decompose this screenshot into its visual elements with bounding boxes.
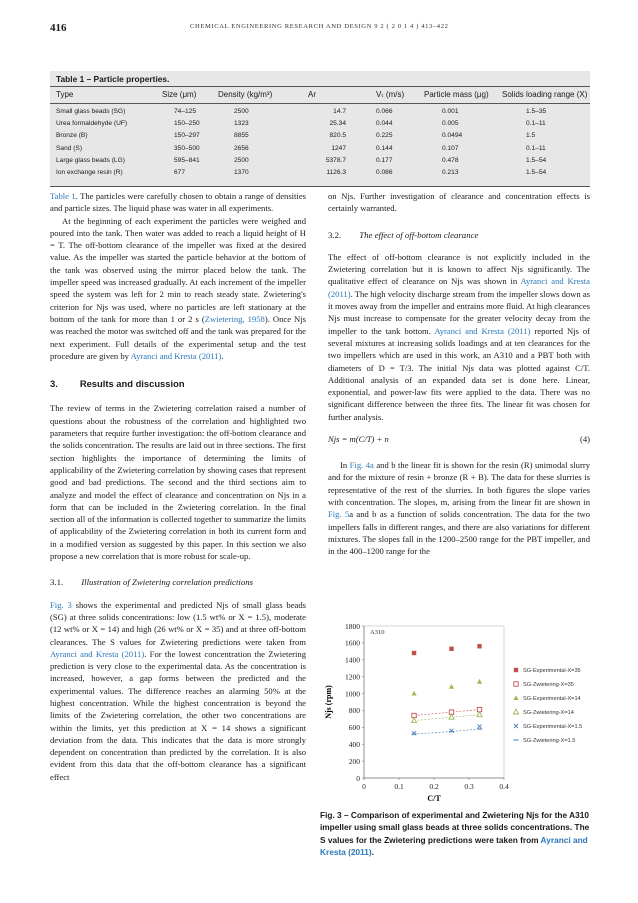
paragraph-text: a and b as a function of solids concentration. The data for the two impellers falls in different ranges, and there are also variations for different mixtures. The slopes fall in the 1200–2500 range for the PBT impeller, and in the 400–1200 range for the [328, 509, 590, 557]
legend-label: SG-Experimental-X=35 [523, 668, 581, 675]
running-title: CHEMICAL ENGINEERING RESEARCH AND DESIGN 9 2 ( 2 0 1 4 ) 413–422 [190, 23, 449, 30]
citation-link[interactable]: Ayranci and Kresta (2011) [320, 834, 588, 857]
subsection-title: The effect of off-bottom clearance [359, 229, 479, 240]
table-cell: 1.5 [526, 132, 536, 140]
legend-marker [513, 709, 518, 714]
table-row-label: Large glass beads (LG) [56, 156, 125, 164]
paragraph [50, 215, 306, 363]
x-tick-label: 0.3 [464, 782, 474, 791]
paragraph [328, 190, 590, 215]
subsection-heading [328, 229, 590, 241]
table-rule [50, 103, 590, 104]
table-cell: 0.478 [442, 156, 459, 164]
table-row-label: Sand (S) [56, 144, 83, 152]
equation: Njs = m(C/T) + n [328, 434, 389, 445]
y-tick-label: 1400 [345, 655, 360, 665]
x-tick-label: 0.2 [429, 782, 439, 791]
subsection-number: 3.2. [328, 229, 342, 240]
table-cell: 1370 [234, 169, 249, 176]
figure-caption [320, 809, 590, 858]
table-cell: 677 [174, 169, 186, 176]
table-cell: 14.7 [333, 108, 346, 115]
table-cell: 2500 [234, 108, 249, 115]
table-cell: 74–125 [174, 108, 197, 115]
y-tick-label: 1800 [345, 621, 360, 631]
citation-link[interactable]: Zwietering, 1958 [204, 313, 265, 324]
citation-link[interactable]: Ayranci and Kresta (2011) [50, 648, 145, 659]
caption-text: . [371, 846, 374, 857]
legend-marker [513, 695, 518, 700]
table-cell: 150–297 [174, 132, 200, 140]
x-tick-label: 0.1 [394, 782, 404, 791]
section-title: Results and discussion [79, 378, 185, 390]
table-cell: 1.5–54 [526, 156, 547, 164]
y-tick-label: 200 [348, 756, 360, 766]
table-row-label: Urea formaldehyde (UF) [56, 120, 128, 128]
table-cell: 350–500 [174, 144, 200, 152]
paragraph-text: reported Njs of several mixtures at increasing solids loadings and at ten clearances for the two impellers which are used in this work, an A310 and a PBT both with diameters of D = T/3. The initial Njs data was plotted against C/T. Additional analysis of an expanded data set is done here. Linear, exponential, and power-law fits were applied to the data. There was no significant difference between the three fits. The linear fit was chosen for further analysis. [328, 325, 590, 422]
table-cell: 0.0494 [442, 132, 463, 140]
paragraph-text: shows the experimental and predicted Njs of small glass beads (SG) at three solids concentrations: low (1.5 wt% or X = 1.5), moderate (12 wt% or X = 14) and high (26 wt% or X = 35) and at three off-bottom clearances. The S values for Zwietering predictions were taken from [50, 599, 306, 647]
table-row-label: Bronze (B) [56, 132, 88, 140]
paragraph-text: . [221, 350, 224, 361]
table-header-cell: Size (μm) [162, 90, 197, 99]
equation-line [328, 433, 590, 449]
paragraph [328, 459, 590, 557]
table-link[interactable]: Table 1 [50, 191, 76, 201]
x-axis-label: C/T [427, 794, 441, 803]
table-cell: 0.1–11 [526, 120, 546, 128]
chart-title: A310 [370, 629, 385, 636]
paragraph [50, 402, 306, 562]
table-cell: 5378.7 [325, 156, 346, 164]
table-cell: 0.044 [376, 120, 393, 128]
equation-number: (4) [579, 434, 590, 445]
paragraph-text: and b the linear fit is shown for the resin (R) unimodal slurry and for the mixture of resin + bronze (R + B). The data for these slurries is representative of the rest of the slurries. In both figures the slope varies with concentration. The slopes, m, arising from the linear fit are shown in [328, 460, 590, 507]
caption-text: Fig. 3 – Comparison of experimental and Zwietering Njs for the A310 impeller using small glass beads at three solids concentrations. The S values for the Zwietering predictions were taken from [320, 810, 590, 845]
x-tick-label: 0 [362, 782, 366, 791]
table-cell: 595–841 [174, 156, 200, 164]
table-cell: 0.177 [376, 156, 393, 164]
y-axis-label: Njs (rpm) [324, 685, 333, 719]
paragraph-text: The review of terms in the Zwietering correlation raised a number of questions about the robustness of the correlation and highlighted two parameters that require further investigation: the off-bottom clearance and the solids concentration. The results are laid out in three sections. The first section highlights the importance of determining the limits of applicability of the Zwietering correlation by showing cases that represent good and bad predictions. The second and the third sections aim to analyze and model the effect of clearance and concentration on Njs in a form that can be included in the Zwietering correlation. In the final section all of the information is collected together to summarize the limits of applicability of the Zwietering correlation in both its current form and in a modified version as suggested by this paper. In this section we also propose a new correlation that is more robust for scale-up. [50, 403, 306, 562]
data-point [477, 644, 481, 648]
legend-marker [514, 668, 518, 672]
y-tick-label: 1600 [345, 638, 360, 648]
subsection-number: 3.1. [50, 577, 64, 588]
legend-marker [514, 682, 518, 686]
citation-link[interactable]: Ayranci and Kresta (2011) [130, 350, 222, 361]
table-cell: 0.001 [442, 108, 459, 115]
legend-label: SG-Zwietering-X=1.5 [523, 738, 576, 745]
table-cell: 1.5–54 [526, 169, 547, 176]
citation-link[interactable]: Ayranci and Kresta (2011) [434, 325, 531, 336]
plot-area [364, 626, 504, 778]
table-cell: 1247 [331, 144, 346, 152]
table-cell: 1323 [234, 120, 249, 128]
paragraph-text: ). Once Njs was reached the motor was switched off and the tank was prepared for the next experiment. Full details of the experimental setup and the test procedure are given by [50, 313, 306, 361]
paragraph-text: on Njs. Further investigation of clearance and concentration effects is certainly warranted. [328, 191, 590, 214]
table-row-label: Ion exchange resin (R) [56, 169, 123, 176]
y-tick-label: 1000 [345, 689, 360, 699]
table-cell: 0.1–11 [526, 144, 546, 152]
table-header-cell: Particle mass (μg) [424, 90, 489, 99]
right-column [328, 190, 590, 557]
figure-3-chart [320, 618, 590, 803]
table-cell: 150–250 [174, 120, 200, 128]
x-tick-label: 0.4 [499, 782, 509, 791]
paragraph-text: . The particles were carefully chosen to obtain a range of densities and particle sizes. The liquid phase was water in all experiments. [50, 191, 306, 214]
legend-label: SG-Zwietering-X=35 [523, 682, 574, 689]
table-row-label: Small glass beads (SG) [56, 108, 126, 115]
paragraph-text: . The high velocity discharge stream from the impeller slows down as it moves away from the impeller and entrains more fluid. At high clearances Njs must increase to compensate for the greater velocity decay from the impeller to the tank bottom. [328, 288, 590, 336]
page-number: 416 [50, 22, 67, 34]
paragraph-text: The effect of off-bottom clearance is not explicitly included in the Zwietering correlation but it is known to affect Njs significantly. The qualitative effect of clearance on Njs was shown in [328, 251, 590, 287]
paragraph [50, 599, 306, 783]
table-cell: 8855 [234, 132, 249, 140]
paragraph [328, 251, 590, 423]
table-cell: 2656 [234, 144, 249, 152]
table-header-cell: Ar [308, 90, 316, 99]
table-cell: 0.144 [376, 144, 393, 152]
figure-link[interactable]: Fig. 3 [50, 599, 72, 610]
table-cell: 2500 [234, 156, 249, 164]
table-cell: 0.066 [376, 108, 393, 115]
paragraph-text: . For the lowest concentration the Zwietering prediction is very close to the experimental data. As the concentration is increased, however, a gap forms between the predicted and the experimental values. The difference reaches an alarming 50% at the highest concentration. While the highest concentration is beyond the limits of the Zwietering correlation, the other two concentrations are within the limits, yet this prediction at X = 14 shows a significant deviation from the data. This indicates that the data is more strongly dependent on concentration than predicted by the correlation. It is also evident from this data that the off-bottom clearance has a significant effect [50, 648, 306, 782]
table-cell: 1126.3 [326, 169, 346, 176]
table-cell: 25.34 [329, 120, 346, 128]
legend-label: SG-Experimental-X=1.5 [523, 724, 583, 731]
table-cell: 820.5 [329, 132, 346, 140]
table-cell: 0.213 [442, 169, 459, 176]
left-column [50, 190, 306, 783]
table-header-cell: Solids loading range (X) [502, 90, 588, 99]
table-cell: 0.225 [376, 132, 393, 140]
subsection-heading [50, 576, 306, 588]
figure-link[interactable]: Fig. 4a [349, 460, 374, 471]
table-header-cell: Density (kg/m³) [218, 90, 273, 99]
data-point [412, 651, 416, 655]
table-cell: 1.5–35 [526, 108, 547, 115]
paragraph-text: In [340, 460, 350, 471]
data-point [449, 647, 453, 651]
table-header-cell: Vₜ (m/s) [376, 90, 405, 99]
table-cell: 0.086 [376, 169, 393, 176]
table-cell: 0.005 [442, 120, 459, 128]
y-tick-label: 600 [348, 723, 360, 733]
table-rule [50, 186, 590, 187]
particle-properties-table [50, 71, 590, 187]
table-cell: 0.107 [442, 144, 459, 152]
y-tick-label: 0 [356, 773, 360, 783]
subsection-title: Illustration of Zwietering correlation predictions [81, 577, 254, 588]
page-header [50, 22, 590, 36]
y-tick-label: 400 [348, 740, 360, 750]
paragraph [50, 190, 306, 215]
legend-marker [514, 724, 518, 728]
citation-link[interactable]: Ayranci and Kresta (2011) [328, 276, 590, 299]
figure-link[interactable]: Fig. 5 [328, 509, 350, 520]
table-rule [50, 86, 590, 87]
section-number: 3. [50, 378, 58, 390]
y-tick-label: 1200 [345, 672, 360, 682]
table-title: Table 1 – Particle properties. [56, 74, 170, 84]
paragraph-text: At the beginning of each experiment the particles were weighed and poured into the tank. Then water was added to reach a liquid height of H = T. The off-bottom clearance of the impeller was fixed at the desired value. As the impeller was started the particle behavior at the bottom of the tank was observed using the mirror placed below the tank. The impeller speed was increased gradually. At each increment of the impeller speed the system was left for 2 min to reach steady state. Zwietering's criterion for Njs was used, where no particles are left stationary at the bottom of the tank for more than 1 or 2 s ( [50, 215, 306, 324]
y-tick-label: 800 [348, 706, 360, 716]
legend-label: SG-Zwietering-X=14 [523, 710, 574, 717]
section-heading [50, 378, 306, 390]
table-header-cell: Type [56, 90, 74, 99]
legend-label: SG-Experimental-X=14 [523, 696, 581, 703]
